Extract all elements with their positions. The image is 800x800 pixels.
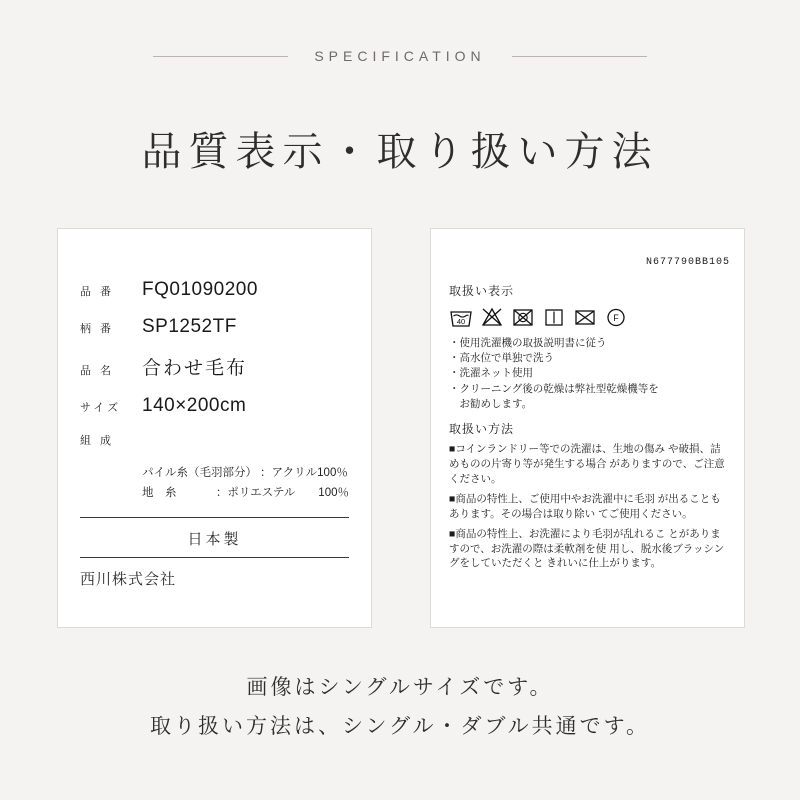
svg-text:F: F — [613, 313, 619, 323]
divider-above-made-in — [80, 517, 349, 518]
footer-note-1: 画像はシングルサイズです。 — [246, 675, 554, 699]
spec-value: SP1252TF — [142, 316, 237, 337]
spec-key: 組 成 — [80, 435, 115, 447]
drip-dry-flat-icon — [542, 306, 566, 328]
care-code: N677790BB105 — [645, 257, 730, 268]
spec-key: 品 名 — [80, 365, 115, 377]
eyebrow-rule-left — [153, 56, 288, 57]
care-label-card — [430, 228, 745, 628]
care-heading: 取扱い表示 — [449, 284, 515, 298]
composition-name: 地 糸 — [142, 487, 177, 500]
care-bullet: お勧めします。 — [449, 397, 533, 410]
composition-line — [142, 483, 349, 503]
footer-note-2: 取り扱い方法は、シングル・ダブル共通です。 — [150, 713, 650, 738]
composition-name: パイル糸（毛羽部分） — [142, 467, 257, 479]
svg-text:40: 40 — [456, 317, 466, 326]
eyebrow-rule-right — [512, 56, 647, 57]
care-bullet: ・クリーニング後の乾燥は弊社型乾燥機等を — [449, 382, 659, 395]
spec-key: サイズ — [80, 402, 122, 414]
spec-row-item-number — [80, 279, 349, 301]
no-bleach-icon — [480, 306, 504, 328]
eyebrow-header — [0, 48, 800, 64]
spec-row-composition — [80, 432, 349, 448]
spec-label-content — [80, 279, 349, 609]
professional-clean-f-icon — [604, 306, 628, 328]
spec-row-pattern-number — [80, 316, 349, 338]
spec-row-size — [80, 395, 349, 417]
composition-value: ：アクリル100％ — [260, 467, 348, 479]
care-paragraph: ■コインランドリー等での洗濯は、生地の傷み や破損、詰めものの片寄り等が発生する場合 がありますので、ご注意ください。 — [449, 443, 725, 485]
care-bullet: ・使用洗濯機の取扱説明書に従う — [449, 337, 607, 349]
composition-value: ：ポリエステル 100％ — [215, 487, 349, 500]
company-name: 西川株式会社 — [80, 572, 177, 589]
care-bullet: ・高水位で単独で洗う — [449, 352, 554, 365]
spec-key: 柄 番 — [80, 323, 115, 335]
composition-line — [142, 463, 349, 483]
wash-40-icon — [449, 306, 473, 328]
divider-below-made-in — [80, 557, 349, 558]
care-paragraph: ■商品の特性上、ご使用中やお洗濯中に毛羽 が出ることもあります。その場合は取り除い てご使用ください。 — [449, 492, 721, 520]
no-tumble-dry-icon — [511, 306, 535, 328]
page-title: 品質表示・取り扱い方法 — [141, 129, 659, 174]
made-in-label: 日本製 — [187, 532, 242, 549]
spec-value: 140×200cm — [142, 395, 247, 416]
care-method-heading: 取扱い方法 — [449, 422, 515, 437]
footer-notes — [0, 668, 800, 746]
spec-value: 合わせ毛布 — [142, 358, 248, 379]
cards-row — [57, 228, 745, 628]
spec-key: 品 番 — [80, 286, 115, 298]
spec-label-card — [57, 228, 372, 628]
care-label-content — [449, 255, 730, 615]
spec-value: FQ01090200 — [142, 279, 258, 300]
care-symbols-row — [449, 306, 730, 328]
eyebrow-label: SPECIFICATION — [314, 48, 486, 64]
no-iron-icon — [573, 306, 597, 328]
care-bullet: ・洗濯ネット使用 — [449, 367, 533, 380]
care-bullet-list — [449, 336, 730, 412]
spec-row-product-name — [80, 353, 349, 380]
composition-block — [142, 463, 349, 503]
care-paragraph: ■商品の特性上、お洗濯により毛羽が乱れるこ とがありますので、お洗濯の際は柔軟剤を使 用し、脱水後ブラッシングをしていただくと きれいに仕上がります。 — [449, 527, 725, 570]
